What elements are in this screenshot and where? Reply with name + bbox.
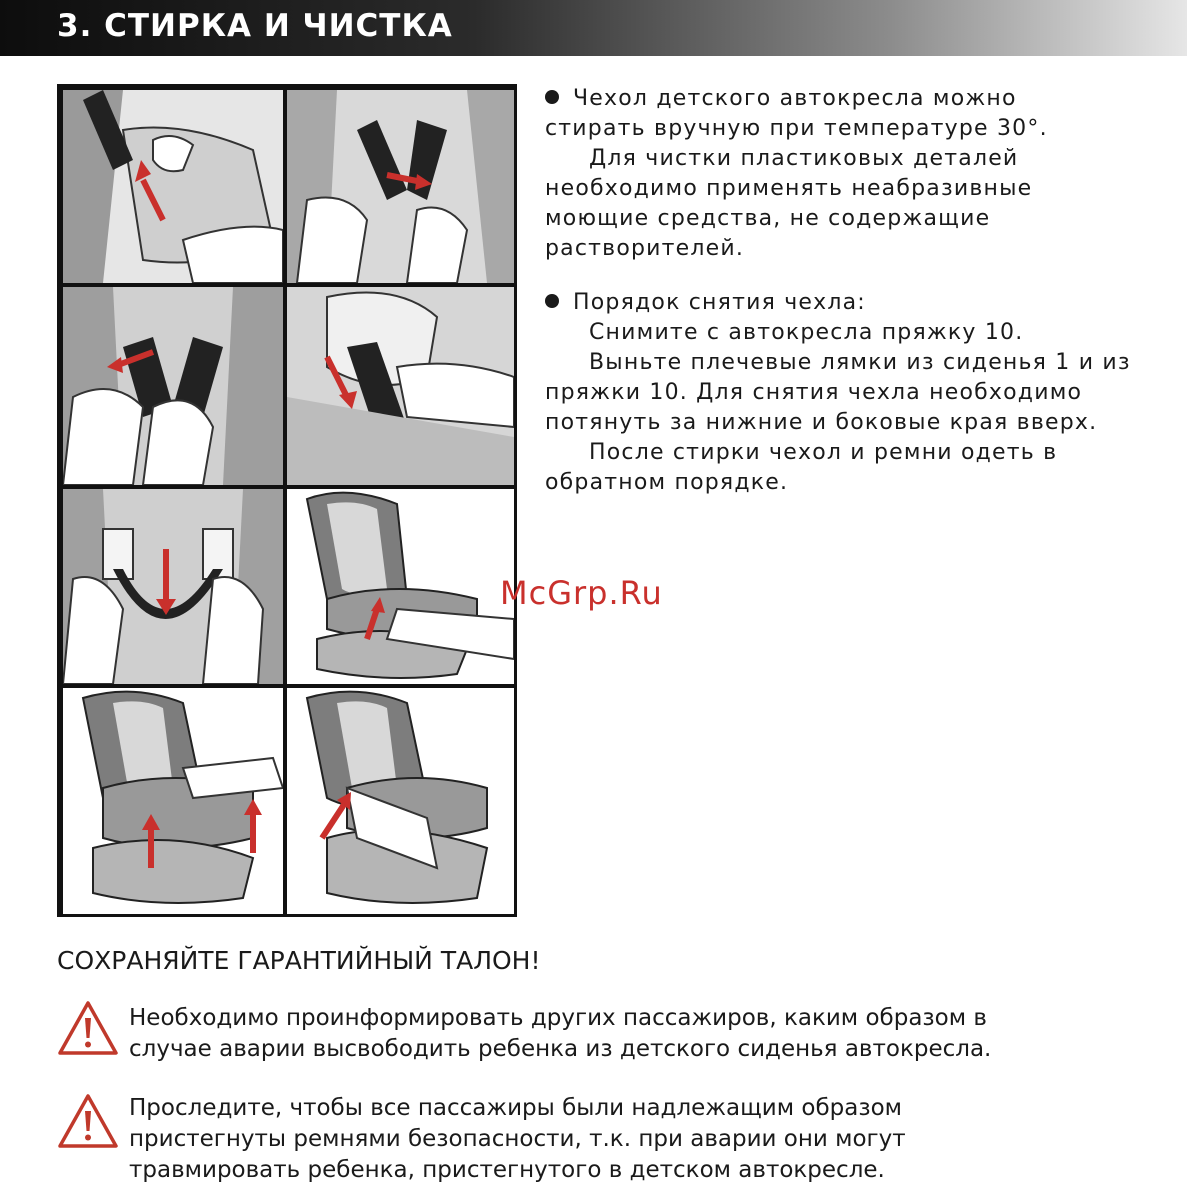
bullet-icon: [545, 90, 559, 104]
p1-line6: растворителей.: [545, 236, 745, 261]
step-3-illustration: [63, 287, 283, 485]
p1-line4: необходимо применять неабразивные: [545, 176, 1033, 201]
bullet-icon: [545, 294, 559, 308]
warning-triangle-icon: [57, 1000, 119, 1056]
warning-2-line3: травмировать ребенка, пристегнутого в детском автокресле.: [129, 1157, 885, 1183]
warning-2-line1: Проследите, чтобы все пассажиры были надлежащим образом: [129, 1095, 902, 1121]
instruction-paragraph-1: [545, 84, 1165, 264]
p2-line3: пряжки 10. Для снятия чехла необходимо: [545, 380, 1083, 405]
warning-1-text: [129, 1003, 1169, 1065]
warning-2-line2: пристегнуты ремнями безопасности, т.к. при аварии они могут: [129, 1126, 906, 1152]
p2-line1: Снимите с автокресла пряжку 10.: [589, 320, 1024, 345]
p1-line1: Чехол детского автокресла можно: [573, 86, 1017, 111]
instruction-paragraph-2: [545, 288, 1175, 498]
step-2-illustration: [287, 90, 514, 283]
warning-triangle-icon: [57, 1093, 119, 1149]
section-header: [0, 0, 1187, 56]
warning-2-text: [129, 1093, 1169, 1186]
p1-line3: Для чистки пластиковых деталей: [589, 146, 1019, 171]
p1-line2: стирать вручную при температуре 30°.: [545, 116, 1048, 141]
step-4-illustration: [287, 287, 514, 485]
step-1-illustration: [63, 90, 283, 283]
p2-heading: Порядок снятия чехла:: [573, 290, 866, 315]
page-title: 3. СТИРКА И ЧИСТКА: [57, 8, 453, 44]
warning-1-line1: Необходимо проинформировать других пассажиров, каким образом в: [129, 1005, 987, 1031]
keep-warranty-notice: СОХРАНЯЙТЕ ГАРАНТИЙНЫЙ ТАЛОН!: [57, 946, 541, 975]
step-5-illustration: [63, 489, 283, 684]
warning-1-line2: случае аварии высвободить ребенка из детского сиденья автокресла.: [129, 1036, 992, 1062]
step-7-illustration: [63, 688, 283, 914]
illustration-grid: [57, 84, 517, 917]
step-8-illustration: [287, 688, 514, 914]
p2-line5: После стирки чехол и ремни одеть в: [589, 440, 1058, 465]
p2-line4: потянуть за нижние и боковые края вверх.: [545, 410, 1098, 435]
step-6-illustration: [287, 489, 514, 684]
p2-line6: обратном порядке.: [545, 470, 789, 495]
watermark: McGrp.Ru: [500, 574, 663, 612]
p2-line2: Выньте плечевые лямки из сиденья 1 и из: [589, 350, 1131, 375]
p1-line5: моющие средства, не содержащие: [545, 206, 991, 231]
